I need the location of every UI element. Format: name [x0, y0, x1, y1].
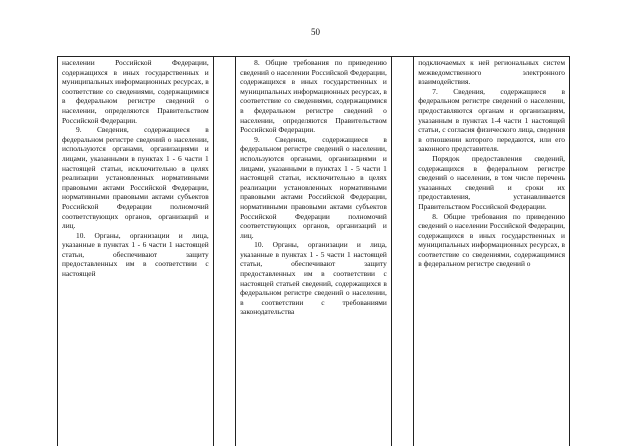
column-current-text	[58, 57, 214, 446]
paragraph: 9. Сведения, содержащиеся в федеральном регистре сведений о населении, используются органами, организациями и лицами, указанными в пунктах 1 - 6 части 1 настоящей статьи, исключительно в целях реализации установленных нормативными правовыми актами Российской Федерации, нормативными правовыми актами субъектов Российской Федерации полномочий соответствующих органов, организаций и лиц.	[62, 125, 209, 231]
paragraph: 10. Органы, организации и лица, указанные в пунктах 1 - 5 части 1 настоящей статьи, обеспечивают защиту предоставленных им в соответствии с настоящей статьей сведений, содержащихся в федеральном регистре сведений о населении, в соответствии с требованиями законодательства	[240, 240, 387, 317]
paragraph: 10. Органы, организации и лица, указанные в пунктах 1 - 6 части 1 настоящей статьи, обеспечивают защиту предоставленных им в соответствии с настоящей	[62, 230, 209, 279]
paragraph: Порядок предоставления сведений, содержащихся в федеральном регистре сведений о населении, в том числе перечень указанных сведений и сроки их предоставления, устанавливается Правительством Российской Федерации.	[418, 153, 565, 211]
column-final-text	[414, 57, 570, 446]
paragraph: подключаемых к ней региональных систем межведомственного электронного взаимодействия.	[418, 58, 565, 87]
paragraph: населении Российской Федерации, содержащихся в иных государственных и муниципальных информационных ресурсах, в соответствие со сведениями, содержащимися в федеральном регистре сведений о населении, определяются Правительством Российской Федерации.	[62, 58, 209, 125]
comparison-table	[57, 56, 570, 446]
table-row	[58, 57, 570, 446]
paragraph: 7. Сведения, содержащиеся в федеральном регистре сведений о населении, предоставляются органам и организациям, указанным в пунктах 1-4 части 1 настоящей статьи, с согласия физического лица, сведения в отношении которого передаются, или его законного представителя.	[418, 86, 565, 154]
column-proposed-text	[236, 57, 392, 446]
page-number: 50	[311, 27, 320, 37]
paragraph: 8. Общие требования по приведению сведений о населении Российской Федерации, содержащихся в иных государственных и муниципальных информационных ресурсах, в соответствие со сведениями, содержащимися в федеральном регистре сведений о	[418, 211, 565, 269]
paragraph: 8. Общие требования по приведению сведений о населении Российской Федерации, содержащихся в иных государственных и муниципальных информационных ресурсах, в соответствие со сведениями, содержащимися в федеральном регистре сведений о населении, определяются Правительством Российской Федерации.	[240, 58, 387, 135]
empty-column-gap	[391, 57, 413, 446]
empty-column-gap	[213, 57, 235, 446]
paragraph: 9. Сведения, содержащиеся в федеральном регистре сведений о населении, используются органами, организациями и лицами, указанными в пунктах 1 - 5 части 1 настоящей статьи, исключительно в целях реализации установленных нормативными правовыми актами Российской Федерации, нормативными правовыми актами субъектов Российской Федерации полномочий соответствующих органов, организаций и лиц.	[240, 134, 387, 240]
